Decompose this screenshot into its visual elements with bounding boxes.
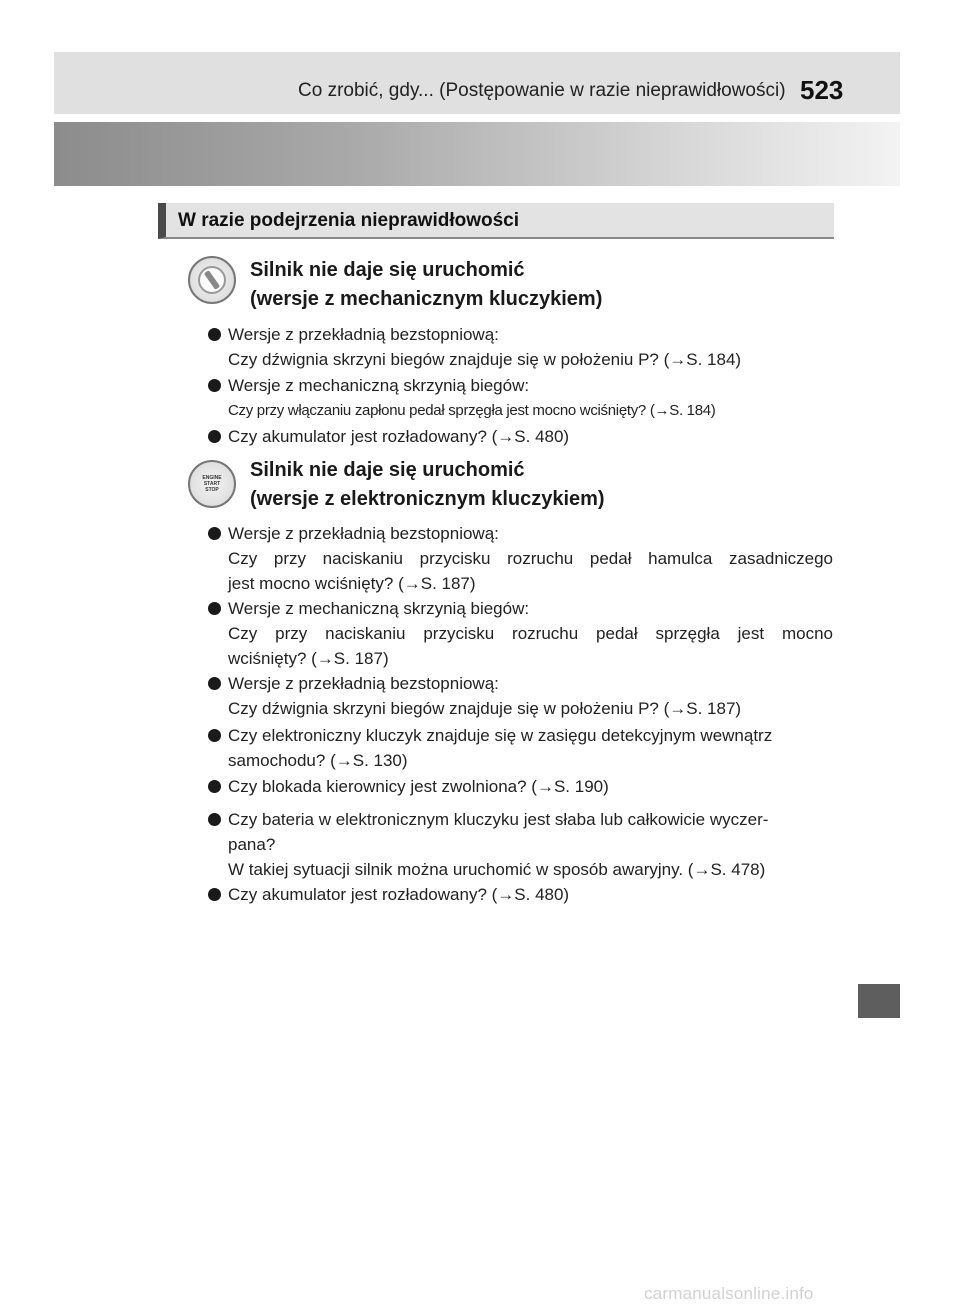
list-item: [208, 807, 833, 882]
page-number: 523: [800, 75, 844, 105]
list-item-line: pana?: [228, 835, 276, 854]
list-item-line: W takiej sytuacji silnik można uruchomić w sposób awaryjny. (→S. 478): [228, 860, 766, 879]
chapter-gradient-band: [54, 122, 900, 186]
list-item-line: Wersje z przekładnią bezstopniową:: [228, 325, 499, 344]
subsection-title-electronic-line2: (wersje z elektronicznym kluczykiem): [250, 488, 605, 510]
chapter-side-tab: [858, 984, 900, 1018]
bullet-icon: [208, 780, 221, 793]
header-title: Co zrobić, gdy... (Postępowanie w razie nieprawidłowości): [298, 80, 786, 101]
list-item: [208, 596, 833, 671]
subsection-title-mechanical-line2: (wersje z mechanicznym kluczykiem): [250, 288, 603, 310]
bullet-icon: [208, 527, 221, 540]
list-item-line: Czy blokada kierownicy jest zwolniona? (→S. 190): [228, 777, 609, 796]
list-item-line: Wersje z mechaniczną skrzynią biegów:: [228, 599, 530, 618]
bullet-icon: [208, 430, 221, 443]
list-item: [208, 521, 833, 596]
list-item-line: Wersje z przekładnią bezstopniową:: [228, 524, 499, 543]
list-item-line: Wersje z przekładnią bezstopniową:: [228, 674, 499, 693]
subsection-title-electronic-line1: Silnik nie daje się uruchomić: [250, 459, 525, 481]
watermark: carmanualsonline.info: [644, 1284, 814, 1303]
list-item-line: Czy przy włączaniu zapłonu pedał sprzęgła jest mocno wciśnięty? (→S. 184): [228, 402, 716, 419]
list-item-line: jest mocno wciśnięty? (→S. 187): [228, 574, 476, 593]
section-heading: [158, 203, 834, 239]
bullet-icon: [208, 602, 221, 615]
bullet-icon: [208, 888, 221, 901]
bullet-icon: [208, 813, 221, 826]
bullet-icon: [208, 328, 221, 341]
section-heading-text: W razie podejrzenia nieprawidłowości: [178, 210, 520, 231]
bullet-icon: [208, 729, 221, 742]
list-item-line: Czy akumulator jest rozładowany? (→S. 480): [228, 885, 570, 904]
list-item-line: Czy akumulator jest rozładowany? (→S. 480): [228, 427, 570, 446]
list-item: [208, 322, 833, 372]
subsection-title-mechanical-line1: Silnik nie daje się uruchomić: [250, 259, 525, 281]
list-item: [208, 882, 833, 907]
engine-start-stop-label: ENGINE START STOP: [202, 475, 222, 493]
list-item: [208, 373, 833, 423]
list-item: [208, 424, 833, 449]
list-item-line: Czy dźwignia skrzyni biegów znajduje się w położeniu P? (→S. 184): [228, 350, 742, 369]
list-item-line: Czy bateria w elektronicznym kluczyku jest słaba lub całkowicie wyczer-: [228, 810, 769, 829]
ignition-key-switch-icon: [188, 256, 236, 304]
list-item-line: Wersje z mechaniczną skrzynią biegów:: [228, 376, 530, 395]
bullet-icon: [208, 379, 221, 392]
bullet-icon: [208, 677, 221, 690]
list-item-line: Czy przy naciskaniu przycisku rozruchu pedał sprzęgła jest mocno: [228, 624, 833, 643]
list-item: [208, 723, 833, 773]
list-item-line: samochodu? (→S. 130): [228, 751, 408, 770]
engine-start-stop-button-icon: [188, 460, 236, 508]
list-item: [208, 774, 833, 799]
list-item-line: Czy przy naciskaniu przycisku rozruchu pedał hamulca zasadniczego: [228, 549, 833, 568]
list-item-line: Czy dźwignia skrzyni biegów znajduje się w położeniu P? (→S. 187): [228, 699, 742, 718]
list-item-line: Czy elektroniczny kluczyk znajduje się w zasięgu detekcyjnym wewnątrz: [228, 726, 773, 745]
list-item: [208, 671, 833, 721]
list-item-line: wciśnięty? (→S. 187): [228, 649, 389, 668]
